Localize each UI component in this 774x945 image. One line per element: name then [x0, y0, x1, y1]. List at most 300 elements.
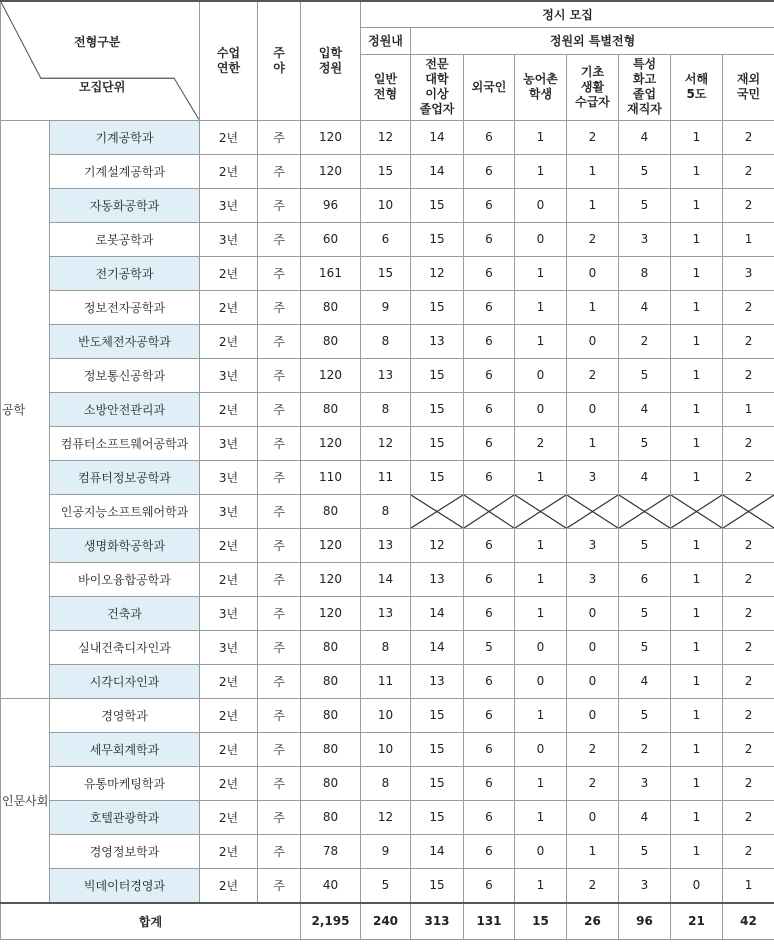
- cross-mark-icon: [619, 495, 670, 528]
- quota-cell: 120: [301, 120, 361, 154]
- value-cell: 2: [723, 732, 774, 766]
- header-corner: [1, 1, 200, 120]
- value-cell: 2: [619, 732, 671, 766]
- quota-cell: 120: [301, 358, 361, 392]
- header-column: 기초 생활 수급자: [567, 54, 619, 120]
- value-cell: 14: [361, 562, 411, 596]
- header-column: 특성 화고 졸업 재직자: [619, 54, 671, 120]
- value-cell: 2: [723, 596, 774, 630]
- value-cell: 0: [567, 630, 619, 664]
- quota-cell: 96: [301, 188, 361, 222]
- value-cell: 4: [619, 664, 671, 698]
- value-cell: 6: [464, 358, 515, 392]
- table-row: [1, 698, 774, 732]
- value-cell: 1: [671, 698, 723, 732]
- years-cell: 3년: [200, 426, 258, 460]
- value-cell: 0: [567, 324, 619, 358]
- value-cell: 6: [464, 426, 515, 460]
- cross-mark-icon: [723, 495, 774, 528]
- years-cell: 3년: [200, 596, 258, 630]
- value-cell: 1: [723, 392, 774, 426]
- total-value: 42: [723, 903, 774, 940]
- value-cell: 15: [411, 460, 464, 494]
- value-cell: 0: [567, 664, 619, 698]
- years-cell: 2년: [200, 868, 258, 903]
- quota-cell: 80: [301, 698, 361, 732]
- value-cell: 1: [567, 188, 619, 222]
- value-cell: 1: [515, 562, 567, 596]
- years-cell: 2년: [200, 120, 258, 154]
- value-cell: 6: [464, 222, 515, 256]
- value-cell: 14: [411, 630, 464, 664]
- value-cell: 1: [515, 256, 567, 290]
- header-corner-bottom: 모집단위: [79, 80, 126, 94]
- value-cell: 6: [464, 528, 515, 562]
- years-cell: 2년: [200, 800, 258, 834]
- value-cell: 8: [361, 324, 411, 358]
- header-column: 전문 대학 이상 졸업자: [411, 54, 464, 120]
- header-regular: 정시 모집: [361, 1, 774, 27]
- value-cell: 5: [619, 596, 671, 630]
- dept-cell: 기계설계공학과: [50, 154, 200, 188]
- value-cell: 12: [361, 120, 411, 154]
- value-cell: 13: [361, 358, 411, 392]
- daynight-cell: 주: [258, 664, 301, 698]
- dept-cell: 정보통신공학과: [50, 358, 200, 392]
- table-row: [1, 494, 774, 528]
- dept-cell: 로봇공학과: [50, 222, 200, 256]
- value-cell: 2: [723, 528, 774, 562]
- value-cell: 2: [723, 460, 774, 494]
- table-row: [1, 460, 774, 494]
- value-cell: 4: [619, 290, 671, 324]
- value-cell: 6: [464, 766, 515, 800]
- value-cell: 8: [361, 630, 411, 664]
- value-cell: 5: [619, 358, 671, 392]
- value-cell: 15: [411, 698, 464, 732]
- value-cell: 1: [671, 800, 723, 834]
- dept-cell: 정보전자공학과: [50, 290, 200, 324]
- dept-cell: 호텔관광학과: [50, 800, 200, 834]
- header-daynight: 주 야: [258, 1, 301, 120]
- value-cell: 15: [411, 732, 464, 766]
- quota-cell: 80: [301, 290, 361, 324]
- dept-cell: 인공지능소프트웨어학과: [50, 494, 200, 528]
- not-applicable-cell: [464, 494, 515, 528]
- quota-cell: 110: [301, 460, 361, 494]
- value-cell: 1: [515, 154, 567, 188]
- value-cell: 4: [619, 460, 671, 494]
- total-row: [1, 903, 774, 940]
- value-cell: 6: [464, 664, 515, 698]
- value-cell: 1: [515, 460, 567, 494]
- value-cell: 0: [671, 868, 723, 903]
- value-cell: 6: [464, 732, 515, 766]
- daynight-cell: 주: [258, 358, 301, 392]
- value-cell: 6: [464, 120, 515, 154]
- value-cell: 6: [464, 800, 515, 834]
- value-cell: 2: [723, 800, 774, 834]
- value-cell: 14: [411, 596, 464, 630]
- value-cell: 6: [464, 188, 515, 222]
- header-column: 외국인: [464, 54, 515, 120]
- years-cell: 3년: [200, 222, 258, 256]
- quota-cell: 161: [301, 256, 361, 290]
- value-cell: 0: [515, 630, 567, 664]
- value-cell: 6: [464, 460, 515, 494]
- dept-cell: 세무회계학과: [50, 732, 200, 766]
- value-cell: 0: [515, 392, 567, 426]
- years-cell: 2년: [200, 290, 258, 324]
- value-cell: 3: [567, 528, 619, 562]
- table-row: [1, 290, 774, 324]
- value-cell: 1: [671, 834, 723, 868]
- value-cell: 1: [671, 358, 723, 392]
- dept-cell: 경영학과: [50, 698, 200, 732]
- table-row: [1, 800, 774, 834]
- value-cell: 2: [723, 766, 774, 800]
- value-cell: 2: [723, 120, 774, 154]
- value-cell: 1: [671, 766, 723, 800]
- table-row: [1, 426, 774, 460]
- category-cell: 인문사회: [1, 698, 50, 903]
- value-cell: 1: [515, 290, 567, 324]
- value-cell: 9: [361, 290, 411, 324]
- value-cell: 11: [361, 460, 411, 494]
- daynight-cell: 주: [258, 630, 301, 664]
- daynight-cell: 주: [258, 494, 301, 528]
- daynight-cell: 주: [258, 188, 301, 222]
- table-row: [1, 392, 774, 426]
- cross-mark-icon: [464, 495, 514, 528]
- table-row: [1, 868, 774, 903]
- daynight-cell: 주: [258, 120, 301, 154]
- value-cell: 1: [567, 426, 619, 460]
- value-cell: 2: [567, 732, 619, 766]
- quota-cell: 80: [301, 392, 361, 426]
- value-cell: 9: [361, 834, 411, 868]
- daynight-cell: 주: [258, 426, 301, 460]
- header-within: 정원내: [361, 27, 411, 54]
- quota-cell: 120: [301, 426, 361, 460]
- value-cell: 1: [671, 120, 723, 154]
- value-cell: 2: [567, 766, 619, 800]
- value-cell: 6: [361, 222, 411, 256]
- value-cell: 14: [411, 154, 464, 188]
- value-cell: 5: [619, 154, 671, 188]
- table-row: [1, 664, 774, 698]
- years-cell: 2년: [200, 766, 258, 800]
- total-value: 313: [411, 903, 464, 940]
- value-cell: 4: [619, 120, 671, 154]
- value-cell: 2: [723, 358, 774, 392]
- value-cell: 3: [723, 256, 774, 290]
- value-cell: 4: [619, 392, 671, 426]
- quota-cell: 120: [301, 528, 361, 562]
- value-cell: 1: [671, 154, 723, 188]
- years-cell: 2년: [200, 732, 258, 766]
- value-cell: 1: [723, 222, 774, 256]
- value-cell: 13: [361, 528, 411, 562]
- value-cell: 2: [723, 154, 774, 188]
- table-row: [1, 834, 774, 868]
- value-cell: 0: [515, 188, 567, 222]
- dept-cell: 소방안전관리과: [50, 392, 200, 426]
- value-cell: 1: [671, 290, 723, 324]
- value-cell: 6: [464, 868, 515, 903]
- value-cell: 1: [567, 154, 619, 188]
- daynight-cell: 주: [258, 732, 301, 766]
- value-cell: 15: [411, 766, 464, 800]
- table-row: [1, 732, 774, 766]
- value-cell: 8: [361, 494, 411, 528]
- cross-mark-icon: [411, 495, 463, 528]
- value-cell: 3: [567, 562, 619, 596]
- years-cell: 3년: [200, 630, 258, 664]
- table-row: [1, 188, 774, 222]
- quota-cell: 80: [301, 630, 361, 664]
- years-cell: 2년: [200, 698, 258, 732]
- value-cell: 1: [671, 256, 723, 290]
- years-cell: 2년: [200, 256, 258, 290]
- value-cell: 2: [723, 426, 774, 460]
- quota-cell: 120: [301, 562, 361, 596]
- quota-cell: 120: [301, 154, 361, 188]
- value-cell: 6: [619, 562, 671, 596]
- total-label: 합계: [1, 903, 301, 940]
- value-cell: 5: [619, 834, 671, 868]
- value-cell: 1: [723, 868, 774, 903]
- table-row: [1, 358, 774, 392]
- value-cell: 12: [411, 528, 464, 562]
- value-cell: 2: [515, 426, 567, 460]
- value-cell: 2: [723, 562, 774, 596]
- value-cell: 6: [464, 324, 515, 358]
- value-cell: 13: [411, 664, 464, 698]
- value-cell: 13: [411, 562, 464, 596]
- years-cell: 2년: [200, 528, 258, 562]
- value-cell: 15: [411, 222, 464, 256]
- daynight-cell: 주: [258, 562, 301, 596]
- total-value: 240: [361, 903, 411, 940]
- dept-cell: 컴퓨터소프트웨어공학과: [50, 426, 200, 460]
- cross-mark-icon: [515, 495, 566, 528]
- value-cell: 8: [619, 256, 671, 290]
- value-cell: 1: [671, 222, 723, 256]
- value-cell: 5: [619, 630, 671, 664]
- years-cell: 3년: [200, 358, 258, 392]
- total-value: 15: [515, 903, 567, 940]
- dept-cell: 바이오융합공학과: [50, 562, 200, 596]
- total-value: 21: [671, 903, 723, 940]
- years-cell: 3년: [200, 494, 258, 528]
- value-cell: 6: [464, 392, 515, 426]
- dept-cell: 컴퓨터정보공학과: [50, 460, 200, 494]
- daynight-cell: 주: [258, 460, 301, 494]
- value-cell: 15: [411, 800, 464, 834]
- daynight-cell: 주: [258, 834, 301, 868]
- not-applicable-cell: [619, 494, 671, 528]
- not-applicable-cell: [411, 494, 464, 528]
- value-cell: 13: [411, 324, 464, 358]
- quota-cell: 80: [301, 324, 361, 358]
- quota-cell: 80: [301, 494, 361, 528]
- value-cell: 2: [723, 324, 774, 358]
- quota-cell: 80: [301, 766, 361, 800]
- header-corner-diagonal: [1, 2, 199, 120]
- value-cell: 1: [671, 426, 723, 460]
- category-cell: 공학: [1, 120, 50, 698]
- value-cell: 2: [723, 834, 774, 868]
- value-cell: 1: [671, 528, 723, 562]
- value-cell: 10: [361, 732, 411, 766]
- daynight-cell: 주: [258, 528, 301, 562]
- value-cell: 3: [567, 460, 619, 494]
- value-cell: 2: [723, 630, 774, 664]
- value-cell: 0: [567, 698, 619, 732]
- years-cell: 2년: [200, 154, 258, 188]
- total-quota: 2,195: [301, 903, 361, 940]
- value-cell: 12: [361, 800, 411, 834]
- dept-cell: 유통마케팅학과: [50, 766, 200, 800]
- value-cell: 15: [411, 392, 464, 426]
- dept-cell: 빅데이터경영과: [50, 868, 200, 903]
- dept-cell: 전기공학과: [50, 256, 200, 290]
- table-row: [1, 154, 774, 188]
- quota-cell: 120: [301, 596, 361, 630]
- dept-cell: 반도체전자공학과: [50, 324, 200, 358]
- daynight-cell: 주: [258, 596, 301, 630]
- value-cell: 15: [361, 154, 411, 188]
- value-cell: 5: [619, 426, 671, 460]
- value-cell: 6: [464, 562, 515, 596]
- value-cell: 11: [361, 664, 411, 698]
- value-cell: 2: [567, 358, 619, 392]
- value-cell: 1: [515, 766, 567, 800]
- value-cell: 2: [567, 120, 619, 154]
- value-cell: 1: [671, 630, 723, 664]
- value-cell: 1: [671, 664, 723, 698]
- value-cell: 8: [361, 392, 411, 426]
- years-cell: 2년: [200, 324, 258, 358]
- value-cell: 1: [515, 324, 567, 358]
- years-cell: 2년: [200, 392, 258, 426]
- quota-cell: 80: [301, 664, 361, 698]
- years-cell: 2년: [200, 834, 258, 868]
- header-quota: 입학 정원: [301, 1, 361, 120]
- dept-cell: 경영정보학과: [50, 834, 200, 868]
- value-cell: 10: [361, 188, 411, 222]
- table-row: [1, 562, 774, 596]
- value-cell: 0: [567, 596, 619, 630]
- value-cell: 15: [411, 868, 464, 903]
- value-cell: 15: [361, 256, 411, 290]
- header-corner-top: 전형구분: [74, 35, 121, 49]
- value-cell: 3: [619, 766, 671, 800]
- value-cell: 1: [671, 392, 723, 426]
- value-cell: 1: [671, 732, 723, 766]
- value-cell: 2: [567, 222, 619, 256]
- value-cell: 1: [515, 800, 567, 834]
- daynight-cell: 주: [258, 868, 301, 903]
- header-outside: 정원외 특별전형: [411, 27, 774, 54]
- value-cell: 13: [361, 596, 411, 630]
- value-cell: 14: [411, 120, 464, 154]
- value-cell: 6: [464, 290, 515, 324]
- table-row: [1, 630, 774, 664]
- value-cell: 3: [619, 222, 671, 256]
- dept-cell: 기계공학과: [50, 120, 200, 154]
- table-row: [1, 528, 774, 562]
- quota-cell: 40: [301, 868, 361, 903]
- value-cell: 1: [515, 596, 567, 630]
- header-years: 수업 연한: [200, 1, 258, 120]
- value-cell: 1: [515, 698, 567, 732]
- value-cell: 1: [671, 460, 723, 494]
- value-cell: 6: [464, 596, 515, 630]
- table-row: [1, 324, 774, 358]
- value-cell: 12: [361, 426, 411, 460]
- value-cell: 2: [723, 698, 774, 732]
- table-row: [1, 120, 774, 154]
- value-cell: 15: [411, 290, 464, 324]
- cross-mark-icon: [671, 495, 722, 528]
- not-applicable-cell: [671, 494, 723, 528]
- daynight-cell: 주: [258, 800, 301, 834]
- value-cell: 10: [361, 698, 411, 732]
- quota-cell: 60: [301, 222, 361, 256]
- total-value: 96: [619, 903, 671, 940]
- value-cell: 2: [723, 188, 774, 222]
- daynight-cell: 주: [258, 698, 301, 732]
- not-applicable-cell: [567, 494, 619, 528]
- value-cell: 1: [671, 324, 723, 358]
- value-cell: 1: [671, 596, 723, 630]
- daynight-cell: 주: [258, 324, 301, 358]
- years-cell: 3년: [200, 460, 258, 494]
- value-cell: 1: [515, 528, 567, 562]
- value-cell: 15: [411, 358, 464, 392]
- value-cell: 6: [464, 154, 515, 188]
- value-cell: 15: [411, 426, 464, 460]
- not-applicable-cell: [515, 494, 567, 528]
- daynight-cell: 주: [258, 256, 301, 290]
- value-cell: 6: [464, 256, 515, 290]
- years-cell: 2년: [200, 664, 258, 698]
- total-value: 26: [567, 903, 619, 940]
- dept-cell: 실내건축디자인과: [50, 630, 200, 664]
- value-cell: 0: [515, 222, 567, 256]
- value-cell: 5: [619, 188, 671, 222]
- cross-mark-icon: [567, 495, 618, 528]
- value-cell: 3: [619, 868, 671, 903]
- dept-cell: 건축과: [50, 596, 200, 630]
- value-cell: 4: [619, 800, 671, 834]
- value-cell: 1: [671, 562, 723, 596]
- header-column: 서해 5도: [671, 54, 723, 120]
- value-cell: 15: [411, 188, 464, 222]
- quota-cell: 78: [301, 834, 361, 868]
- quota-cell: 80: [301, 732, 361, 766]
- value-cell: 0: [515, 732, 567, 766]
- daynight-cell: 주: [258, 290, 301, 324]
- value-cell: 0: [515, 834, 567, 868]
- header-column: 일반 전형: [361, 54, 411, 120]
- total-value: 131: [464, 903, 515, 940]
- value-cell: 1: [515, 120, 567, 154]
- value-cell: 12: [411, 256, 464, 290]
- years-cell: 3년: [200, 188, 258, 222]
